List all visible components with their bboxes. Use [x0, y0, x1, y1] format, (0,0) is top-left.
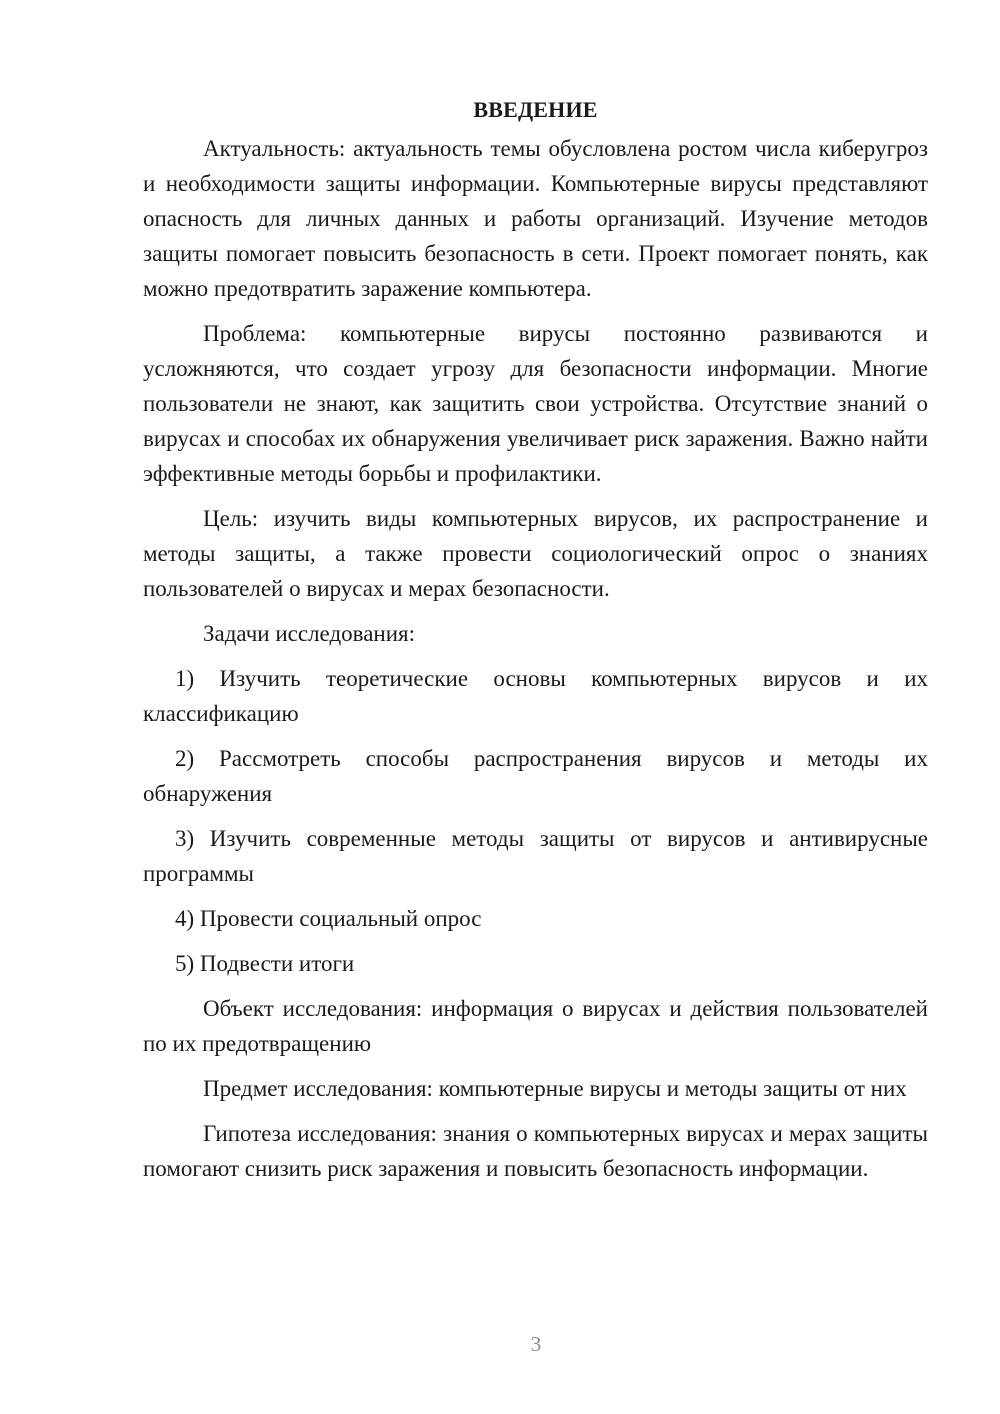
paragraph-subject: Предмет исследования: компьютерные вирусы и методы защиты от них	[203, 1076, 907, 1101]
tasks-heading: Задачи исследования:	[203, 621, 416, 646]
paragraph-hypothesis: Гипотеза исследования: знания о компьютерных вирусах и мерах защиты помогают снизить риск заражения и повысить безопасность информации.	[143, 1121, 928, 1181]
list-item: 1) Изучить теоретические основы компьютерных вирусов и их классификацию	[143, 666, 928, 726]
page-number: 3	[530, 1332, 542, 1356]
list-item: 3) Изучить современные методы защиты от вирусов и антивирусные программы	[143, 826, 928, 886]
paragraph-problem: Проблема: компьютерные вирусы постоянно развиваются и усложняются, что создает угрозу для безопасности информации. Многие пользователи не знают, как защитить свои устройства. Отсутствие знаний о вирусах и способах их обнаружения увеличивает риск заражения. Важно найти эффективные методы борьбы и профилактики.	[143, 321, 928, 486]
paragraph-relevance: Актуальность: актуальность темы обусловлена ростом числа киберугроз и необходимости защиты информации. Компьютерные вирусы представляют опасность для личных данных и работы организаций. Изучение методов защиты помогает повысить безопасность в сети. Проект помогает понять, как можно предотвратить заражение компьютера.	[143, 136, 928, 301]
paragraph-goal: Цель: изучить виды компьютерных вирусов, их распространение и методы защиты, а также провести социологический опрос о знаниях пользователей о вирусах и мерах безопасности.	[143, 506, 928, 601]
tasks-list	[143, 661, 928, 981]
paragraph-object: Объект исследования: информация о вирусах и действия пользователей по их предотвращению	[143, 996, 928, 1056]
page-content	[143, 92, 928, 1196]
list-item: 5) Подвести итоги	[175, 951, 355, 976]
list-item: 2) Рассмотреть способы распространения вирусов и методы их обнаружения	[143, 746, 928, 806]
list-item: 4) Провести социальный опрос	[175, 906, 482, 931]
section-title: ВВЕДЕНИЕ	[473, 97, 598, 122]
